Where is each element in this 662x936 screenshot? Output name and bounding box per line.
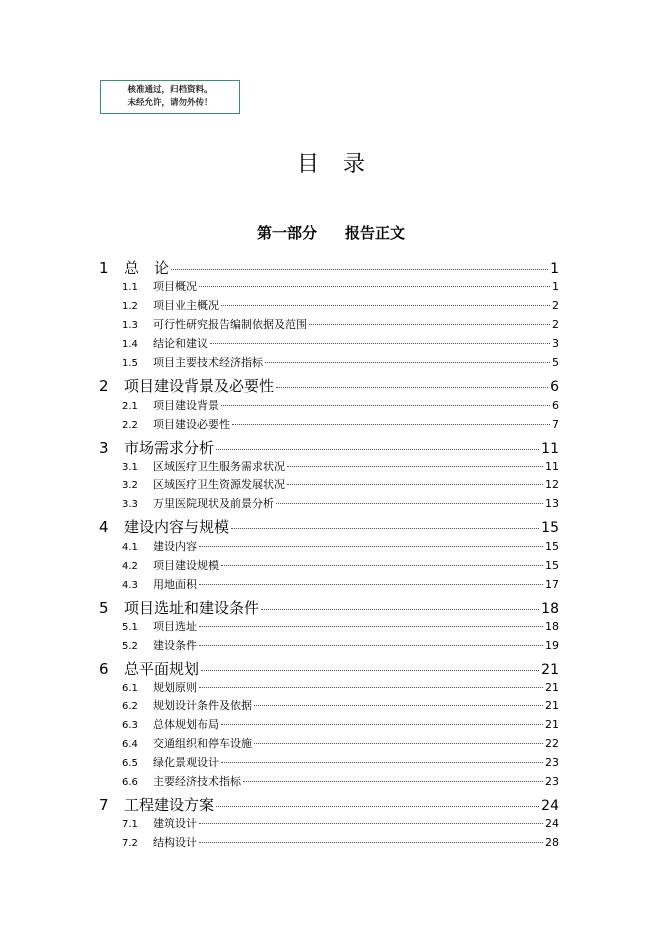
toc-section-entry[interactable] — [122, 716, 559, 732]
toc-entry-title: 交通组织和停车设施 — [153, 737, 252, 750]
toc-entry-number: 6.3 — [122, 720, 138, 731]
toc-section-entry[interactable] — [122, 354, 559, 370]
toc-entry-title: 万里医院现状及前景分析 — [153, 497, 274, 510]
toc-entry-title: 主要经济技术指标 — [153, 775, 241, 788]
toc-entry-number: 5 — [99, 599, 109, 617]
toc-entry-number: 1.4 — [122, 339, 138, 350]
toc-entry-number: 2 — [99, 377, 109, 395]
toc-chapter-entry[interactable] — [99, 257, 559, 278]
toc-entry-title: 用地面积 — [153, 578, 197, 591]
toc-page-number: 21 — [541, 662, 559, 678]
toc-section-entry[interactable] — [122, 618, 559, 634]
toc-dot-leader — [261, 609, 539, 610]
toc-entry-number: 2.2 — [122, 420, 138, 431]
toc-entry-number: 4.3 — [122, 580, 138, 591]
toc-dot-leader — [276, 387, 548, 388]
toc-page-number: 24 — [541, 798, 559, 814]
toc-chapter-entry[interactable] — [99, 597, 559, 618]
toc-section-entry[interactable] — [122, 834, 559, 850]
toc-entry-number: 7.2 — [122, 838, 138, 849]
toc-dot-leader — [231, 528, 539, 529]
toc-dot-leader — [199, 286, 550, 287]
toc-dot-leader — [232, 424, 550, 425]
toc-dot-leader — [171, 269, 548, 270]
toc-entry-title: 规划原则 — [153, 681, 197, 694]
toc-dot-leader — [216, 449, 539, 450]
toc-dot-leader — [265, 362, 550, 363]
toc-dot-leader — [254, 743, 543, 744]
toc-page-number: 24 — [545, 817, 559, 830]
toc-page-number: 18 — [541, 601, 559, 617]
toc-page-number: 7 — [552, 418, 559, 431]
toc-section-entry[interactable] — [122, 397, 559, 413]
toc-section-entry[interactable] — [122, 335, 559, 351]
toc-section-entry[interactable] — [122, 557, 559, 573]
toc-entry-number: 6.5 — [122, 758, 138, 769]
toc-entry-title: 建筑设计 — [153, 817, 197, 830]
toc-chapter-entry[interactable] — [99, 375, 559, 396]
toc-entry-number: 1.3 — [122, 320, 138, 331]
toc-section-entry[interactable] — [122, 679, 559, 695]
toc-page-number: 5 — [552, 356, 559, 369]
toc-entry-title: 市场需求分析 — [124, 439, 215, 457]
toc-section-entry[interactable] — [122, 815, 559, 831]
toc-entry-number: 4.1 — [122, 542, 138, 553]
toc-page-number: 12 — [545, 478, 559, 491]
toc-dot-leader — [201, 670, 539, 671]
toc-dot-leader — [210, 343, 550, 344]
toc-entry-number: 3.2 — [122, 480, 138, 491]
toc-dot-leader — [199, 687, 543, 688]
toc-entry-title: 区域医疗卫生资源发展状况 — [153, 478, 285, 491]
toc-section-entry[interactable] — [122, 697, 559, 713]
toc-page-number: 2 — [552, 299, 559, 312]
toc-section-entry[interactable] — [122, 576, 559, 592]
toc-entry-title: 绿化景观设计 — [153, 756, 219, 769]
toc-page-number: 6 — [550, 379, 559, 395]
toc-page-number: 2 — [552, 318, 559, 331]
toc-entry-number: 1.1 — [122, 282, 138, 293]
toc-entry-title: 结论和建议 — [153, 337, 208, 350]
toc-dot-leader — [221, 724, 543, 725]
stamp-line-1: 核准通过，归档资料。 — [127, 85, 213, 95]
toc-entry-title: 建设条件 — [153, 639, 197, 652]
toc-page-number: 21 — [545, 718, 559, 731]
toc-entry-number: 2.1 — [122, 401, 138, 412]
part-label: 第一部分 — [256, 224, 317, 242]
toc-chapter-entry[interactable] — [99, 437, 559, 458]
toc-page-number: 19 — [545, 639, 559, 652]
toc-entry-title: 项目选址 — [153, 620, 197, 633]
toc-page-number: 22 — [545, 737, 559, 750]
toc-entry-number: 6.2 — [122, 701, 138, 712]
toc-page-number: 23 — [545, 775, 559, 788]
toc-section-entry[interactable] — [122, 637, 559, 653]
toc-page-number: 1 — [550, 261, 559, 277]
toc-section-entry[interactable] — [122, 297, 559, 313]
toc-entry-title: 总 论 — [124, 259, 170, 277]
toc-entry-title: 工程建设方案 — [124, 796, 215, 814]
toc-entry-title: 项目业主概况 — [153, 299, 219, 312]
toc-page-number: 15 — [541, 520, 559, 536]
toc-dot-leader — [199, 645, 543, 646]
toc-entry-number: 6 — [99, 660, 109, 678]
toc-page-number: 28 — [545, 836, 559, 849]
toc-chapter-entry[interactable] — [99, 658, 559, 679]
toc-entry-number: 7.1 — [122, 819, 138, 830]
toc-page-number: 21 — [545, 699, 559, 712]
toc-dot-leader — [199, 584, 543, 585]
toc-page-number: 11 — [541, 441, 559, 457]
toc-entry-title: 规划设计条件及依据 — [153, 699, 252, 712]
toc-dot-leader — [221, 305, 550, 306]
toc-dot-leader — [221, 405, 550, 406]
toc-page-number: 13 — [545, 497, 559, 510]
toc-section-entry[interactable] — [122, 495, 559, 511]
toc-dot-leader — [199, 626, 543, 627]
toc-entry-number: 1.2 — [122, 301, 138, 312]
toc-section-entry[interactable] — [122, 538, 559, 554]
toc-entry-number: 1 — [99, 259, 109, 277]
toc-section-entry[interactable] — [122, 278, 559, 294]
toc-entry-title: 建设内容 — [153, 540, 197, 553]
toc-section-entry[interactable] — [122, 754, 559, 770]
toc-entry-number: 7 — [99, 796, 109, 814]
toc-entry-number: 3.3 — [122, 499, 138, 510]
toc-entry-number: 1.5 — [122, 358, 138, 369]
toc-page-number: 6 — [552, 399, 559, 412]
toc-entry-number: 4 — [99, 518, 109, 536]
toc-entry-title: 项目建设背景及必要性 — [124, 377, 275, 395]
toc-dot-leader — [243, 781, 543, 782]
toc-entry-title: 建设内容与规模 — [124, 518, 230, 536]
toc-entry-number: 6.1 — [122, 683, 138, 694]
toc-page-number: 15 — [545, 540, 559, 553]
toc-section-entry[interactable] — [122, 458, 559, 474]
toc-entry-title: 项目选址和建设条件 — [124, 599, 260, 617]
toc-page-number: 17 — [545, 578, 559, 591]
toc-section-entry[interactable] — [122, 773, 559, 789]
toc-entry-title: 项目建设背景 — [153, 399, 219, 412]
toc-section-entry[interactable] — [122, 735, 559, 751]
toc-section-entry[interactable] — [122, 416, 559, 432]
page-title: 目录 — [296, 152, 389, 177]
toc-entry-title: 项目建设必要性 — [153, 418, 230, 431]
toc-entry-number: 6.6 — [122, 777, 138, 788]
toc-dot-leader — [309, 324, 550, 325]
toc-page-number: 3 — [552, 337, 559, 350]
toc-dot-leader — [287, 466, 543, 467]
toc-dot-leader — [199, 842, 543, 843]
toc-dot-leader — [287, 484, 543, 485]
toc-chapter-entry[interactable] — [99, 794, 559, 815]
stamp-line-2: 未经允许，请勿外传！ — [127, 98, 213, 108]
toc-entry-title: 可行性研究报告编制依据及范围 — [153, 318, 307, 331]
toc-page-number: 1 — [552, 280, 559, 293]
toc-page-number: 23 — [545, 756, 559, 769]
toc-page-number: 11 — [545, 460, 559, 473]
toc-page-number: 21 — [545, 681, 559, 694]
toc-dot-leader — [199, 823, 543, 824]
toc-entry-title: 项目建设规模 — [153, 559, 219, 572]
toc-entry-number: 5.2 — [122, 641, 138, 652]
toc-chapter-entry[interactable] — [99, 516, 559, 537]
toc-entry-title: 总平面规划 — [124, 660, 200, 678]
toc-dot-leader — [254, 705, 543, 706]
toc-entry-title: 区域医疗卫生服务需求状况 — [153, 460, 285, 473]
toc-dot-leader — [199, 546, 543, 547]
toc-dot-leader — [221, 762, 543, 763]
toc-entry-number: 3.1 — [122, 462, 138, 473]
toc-entry-number: 6.4 — [122, 739, 138, 750]
toc-section-entry[interactable] — [122, 316, 559, 332]
toc-section-entry[interactable] — [122, 476, 559, 492]
part-title: 报告正文 — [345, 224, 406, 242]
toc-page-number: 15 — [545, 559, 559, 572]
toc-dot-leader — [276, 503, 543, 504]
toc-dot-leader — [221, 565, 543, 566]
toc-dot-leader — [216, 806, 539, 807]
toc-entry-number: 5.1 — [122, 622, 138, 633]
toc-entry-title: 项目概况 — [153, 280, 197, 293]
toc-entry-title: 总体规划布局 — [153, 718, 219, 731]
toc-entry-number: 4.2 — [122, 561, 138, 572]
toc-entry-title: 结构设计 — [153, 836, 197, 849]
toc-entry-number: 3 — [99, 439, 109, 457]
toc-entry-title: 项目主要技术经济指标 — [153, 356, 263, 369]
toc-page-number: 18 — [545, 620, 559, 633]
